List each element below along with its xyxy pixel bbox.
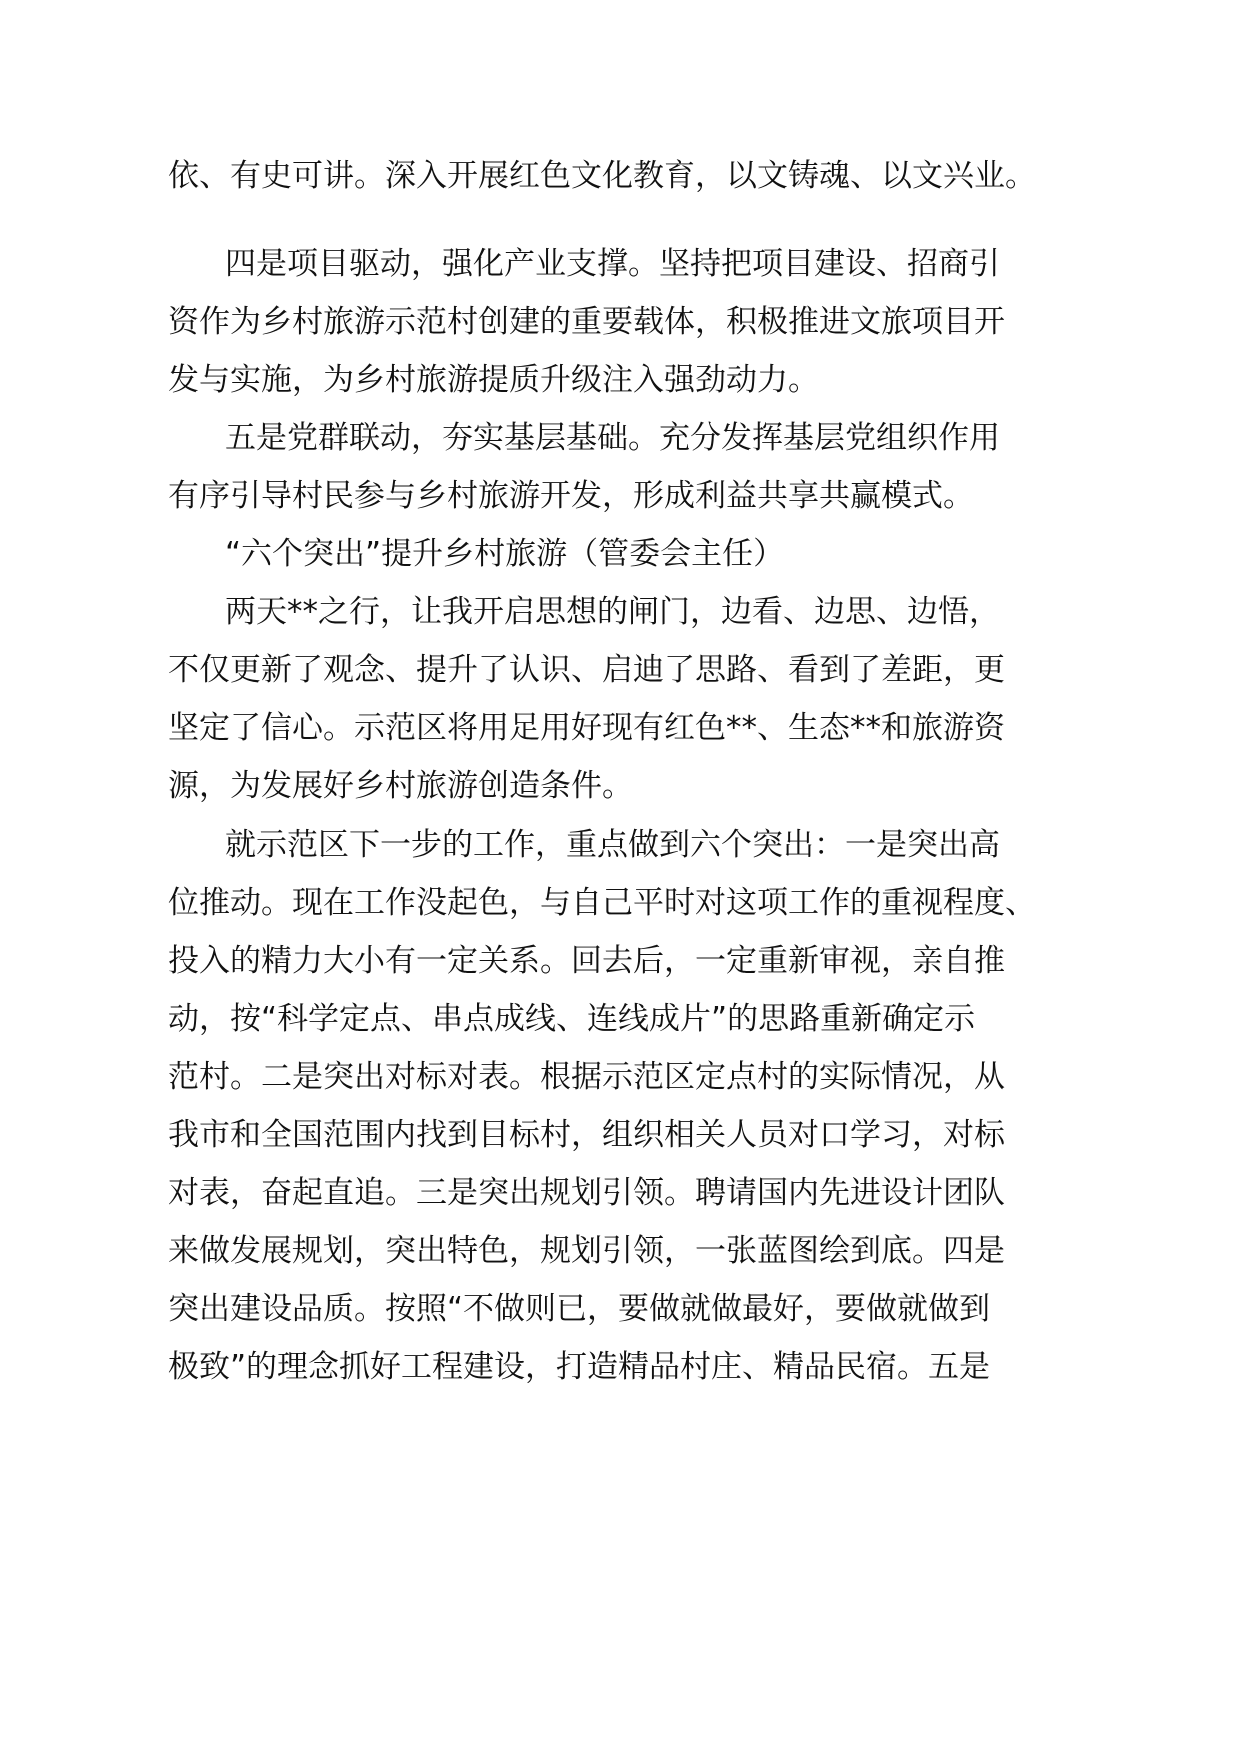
text-line-8: 两天**之行，让我开启思想的闸门，边看、边思、边悟，	[225, 594, 1000, 630]
text-line-4: 发与实施，为乡村旅游提质升级注入强劲动力。	[168, 362, 819, 398]
text-line-14: 投入的精力大小有一定关系。回去后，一定重新审视，亲自推	[168, 943, 1005, 979]
text-line-21: 极致”的理念抓好工程建设，打造精品村庄、精品民宿。五是	[168, 1349, 991, 1385]
text-line-12: 就示范区下一步的工作，重点做到六个突出：一是突出高	[225, 827, 1000, 863]
text-line-13: 位推动。现在工作没起色，与自己平时对这项工作的重视程度、	[168, 885, 1036, 921]
text-line-19: 来做发展规划，突出特色，规划引领，一张蓝图绘到底。四是	[168, 1233, 1005, 1269]
section-heading: “六个突出”提升乡村旅游（管委会主任）	[225, 536, 785, 572]
text-line-1: 依、有史可讲。深入开展红色文化教育，以文铸魂、以文兴业。	[168, 158, 1036, 194]
text-line-3: 资作为乡村旅游示范村创建的重要载体，积极推进文旅项目开	[168, 304, 1005, 340]
text-line-17: 我市和全国范围内找到目标村，组织相关人员对口学习，对标	[168, 1117, 1005, 1153]
text-line-16: 范村。二是突出对标对表。根据示范区定点村的实际情况，从	[168, 1059, 1005, 1095]
text-line-6: 有序引导村民参与乡村旅游开发，形成利益共享共赢模式。	[168, 478, 974, 514]
text-line-15: 动，按“科学定点、串点成线、连线成片”的思路重新确定示	[168, 1001, 976, 1037]
text-line-11: 源，为发展好乡村旅游创造条件。	[168, 768, 633, 804]
text-line-9: 不仅更新了观念、提升了认识、启迪了思路、看到了差距，更	[168, 652, 1005, 688]
text-line-20: 突出建设品质。按照“不做则已，要做就做最好，要做就做到	[168, 1291, 991, 1327]
text-line-18: 对表，奋起直追。三是突出规划引领。聘请国内先进设计团队	[168, 1175, 1005, 1211]
text-line-2: 四是项目驱动，强化产业支撑。坚持把项目建设、招商引	[225, 246, 1000, 282]
text-line-10: 坚定了信心。示范区将用足用好现有红色**、生态**和旅游资	[168, 710, 1005, 746]
text-line-5: 五是党群联动，夯实基层基础。充分发挥基层党组织作用	[225, 420, 1000, 456]
